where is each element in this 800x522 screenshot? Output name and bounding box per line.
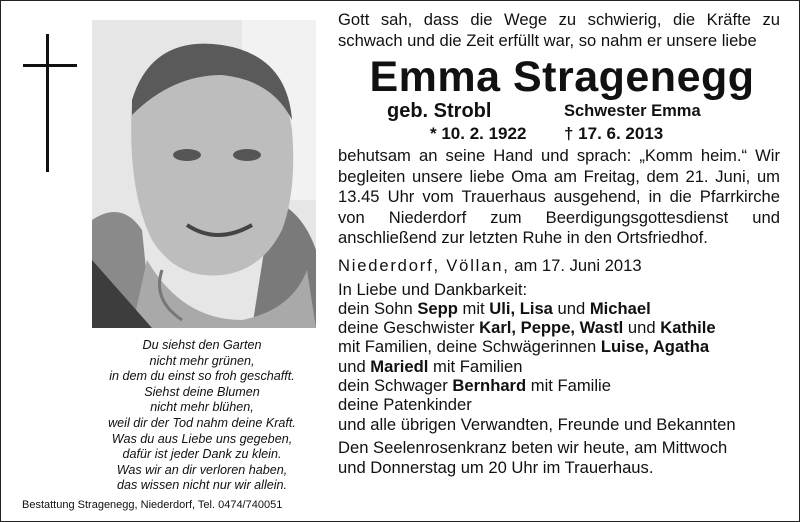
poem-line: nicht mehr grünen, [149,353,255,368]
birth-date: * 10. 2. 1922 [430,124,527,143]
obituary-text [338,10,780,479]
rosary-line: Den Seelenrosenkranz beten wir heute, am Mittwoch [338,437,728,457]
mourner-line: mit Familien, deine Schwägerinnen Luise, Agatha [338,337,710,357]
mourner-line: und Mariedl mit Familien [338,356,523,376]
poem-line: weil dir der Tod nahm deine Kraft. [108,415,296,430]
intro-text: Gott sah, dass die Wege zu schwierig, die Kräfte zu schwach und die Zeit erfüllt war, so nahm er unsere liebe [338,10,780,50]
portrait-photo [92,20,316,328]
mourners-list [338,280,780,434]
rosary-line: und Donnerstag um 20 Uhr im Trauerhaus. [338,458,654,478]
deceased-name: Emma Stragenegg [369,53,755,101]
poem-line: dafür ist jeder Dank zu klein. [122,447,282,462]
maiden-name: geb. Strobl [387,100,492,122]
death-date: † 17. 6. 2013 [564,124,664,143]
notice-date: am 17. Juni 2013 [514,255,642,275]
poem-line: Was wir an dir verloren haben, [116,462,288,477]
name-details [338,100,780,124]
announcement-text: behutsam an seine Hand und sprach: „Komm heim.“ Wir begleiten unsere liebe Oma am Freitag, dem 21. Juni, um 13.45 Uhr vom Trauerhaus ausgehend, in die Pfarrkirche von Niederdorf zum Beerdigungsgottesdienst und anschließend zur letzten Ruhe in den Ortsfriedhof. [338,146,780,247]
mourners-heading: In Liebe und Dankbarkeit: [338,279,528,299]
poem-line: Siehst deine Blumen [144,384,260,399]
place-date [338,255,780,277]
poem-line: das wissen nicht nur wir allein. [116,478,288,493]
poem-line: Was du aus Liebe uns gegeben, [111,431,293,446]
funeral-home-credit: Bestattung Stragenegg, Niederdorf, Tel. 0474/740051 [22,499,283,511]
poem-line: nicht mehr blühen, [150,400,254,415]
life-dates [338,124,780,146]
mourner-line: dein Sohn Sepp mit Uli, Lisa und Michael [338,298,651,318]
place-name: Niederdorf, Völlan, [338,255,510,275]
mourner-line: deine Geschwister Karl, Peppe, Wastl und Kathile [338,318,716,338]
mourner-line: und alle übrigen Verwandten, Freunde und Bekannten [338,414,736,434]
religious-name: Schwester Emma [564,102,701,120]
rosary-notice [338,438,780,479]
poem-line: in dem du einst so froh geschafft. [109,369,295,384]
poem-line: Du siehst den Garten [142,338,262,352]
mourner-line: dein Schwager Bernhard mit Familie [338,375,611,395]
poem [80,338,324,494]
mourner-line: deine Patenkinder [338,395,472,415]
